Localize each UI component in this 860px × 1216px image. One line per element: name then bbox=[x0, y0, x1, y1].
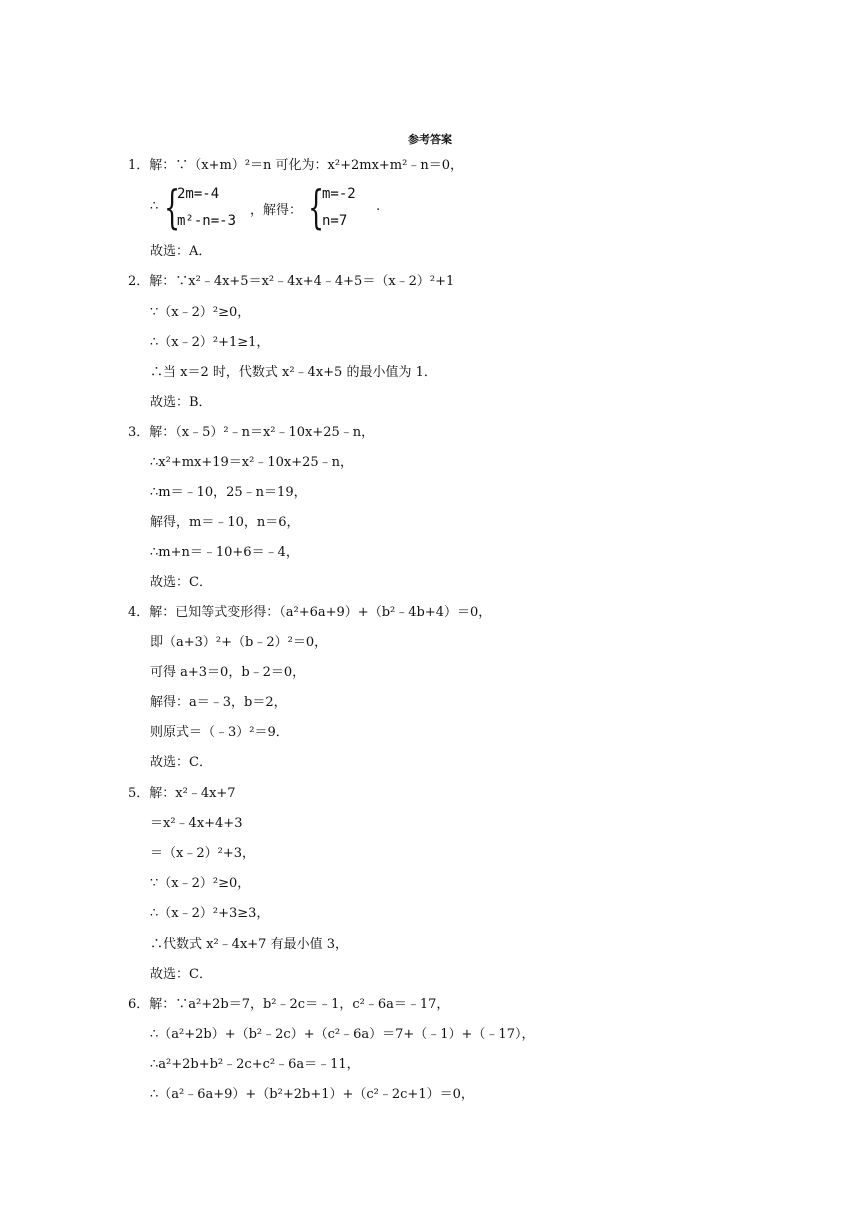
system-2-row-2: n=7 bbox=[322, 213, 348, 229]
q4-line-3: 可得 a+3＝0，b﹣2＝0， bbox=[150, 665, 306, 680]
q1-answer: 故选：A． bbox=[150, 244, 212, 259]
q1-system-line bbox=[150, 180, 410, 234]
left-brace: { bbox=[164, 180, 181, 234]
q3-line-1: 3．解：（x﹣5）²﹣n＝x²﹣10x+25﹣n， bbox=[128, 425, 375, 440]
q5-answer: 故选：C． bbox=[150, 967, 212, 982]
system-2-row-1: m=-2 bbox=[322, 186, 356, 202]
q5-line-6: ∴代数式 x²﹣4x+7 有最小值 3， bbox=[150, 937, 348, 952]
q2-answer: 故选：B． bbox=[150, 395, 212, 410]
q6-line-2: ∴（a²+2b）+（b²﹣2c）+（c²﹣6a）＝7+（﹣1）+（﹣17）， bbox=[150, 1027, 535, 1042]
q2-line-4: ∴当 x＝2 时，代数式 x²﹣4x+5 的最小值为 1． bbox=[150, 365, 437, 380]
q5-line-2: ＝x²﹣4x+4+3 bbox=[150, 816, 243, 831]
solve-text: ，解得： bbox=[250, 203, 303, 218]
q3-line-5: ∴m+n＝﹣10+6＝﹣4， bbox=[150, 545, 299, 560]
q5-line-3: ＝（x﹣2）²+3， bbox=[150, 846, 255, 861]
q2-line-3: ∴（x﹣2）²+1≥1， bbox=[150, 335, 270, 350]
q3-answer: 故选：C． bbox=[150, 575, 212, 590]
q2-line-1: 2．解：∵x²﹣4x+5＝x²﹣4x+4﹣4+5＝（x﹣2）²+1 bbox=[128, 274, 455, 289]
page-title: 参考答案 bbox=[408, 133, 452, 146]
q2-line-2: ∵（x﹣2）²≥0， bbox=[150, 305, 251, 320]
q5-line-5: ∴（x﹣2）²+3≥3， bbox=[150, 906, 270, 921]
q5-line-1: 5．解：x²﹣4x+7 bbox=[128, 786, 236, 801]
therefore-symbol: ∴ bbox=[150, 199, 159, 214]
system-1-row-2: m²-n=-3 bbox=[177, 213, 237, 229]
q6-line-1: 6．解：∵a²+2b＝7，b²﹣2c＝﹣1，c²﹣6a＝﹣17， bbox=[128, 997, 450, 1012]
q5-line-4: ∵（x﹣2）²≥0， bbox=[150, 876, 251, 891]
q3-line-4: 解得，m＝﹣10，n＝6， bbox=[150, 515, 300, 530]
period: . bbox=[376, 199, 381, 214]
q6-line-4: ∴（a²﹣6a+9）+（b²+2b+1）+（c²﹣2c+1）＝0， bbox=[150, 1087, 474, 1102]
system-1-row-1: 2m=-4 bbox=[177, 186, 220, 202]
q4-line-2: 即（a+3）²+（b﹣2）²＝0， bbox=[150, 635, 328, 650]
q4-line-1: 4．解：已知等式变形得：（a²+6a+9）+（b²﹣4b+4）＝0， bbox=[128, 605, 492, 620]
q4-line-5: 则原式＝（﹣3）²＝9． bbox=[150, 725, 289, 740]
q3-line-3: ∴m＝﹣10，25﹣n＝19， bbox=[150, 485, 307, 500]
q3-line-2: ∴x²+mx+19＝x²﹣10x+25﹣n， bbox=[150, 455, 354, 470]
q6-line-3: ∴a²+2b+b²﹣2c+c²﹣6a＝﹣11， bbox=[150, 1057, 360, 1072]
q4-line-4: 解得：a＝﹣3，b＝2， bbox=[150, 695, 287, 710]
q4-answer: 故选：C． bbox=[150, 755, 212, 770]
left-brace: { bbox=[308, 180, 325, 234]
q1-line-1: 1．解：∵（x+m）²＝n 可化为：x²+2mx+m²﹣n＝0， bbox=[128, 158, 463, 173]
